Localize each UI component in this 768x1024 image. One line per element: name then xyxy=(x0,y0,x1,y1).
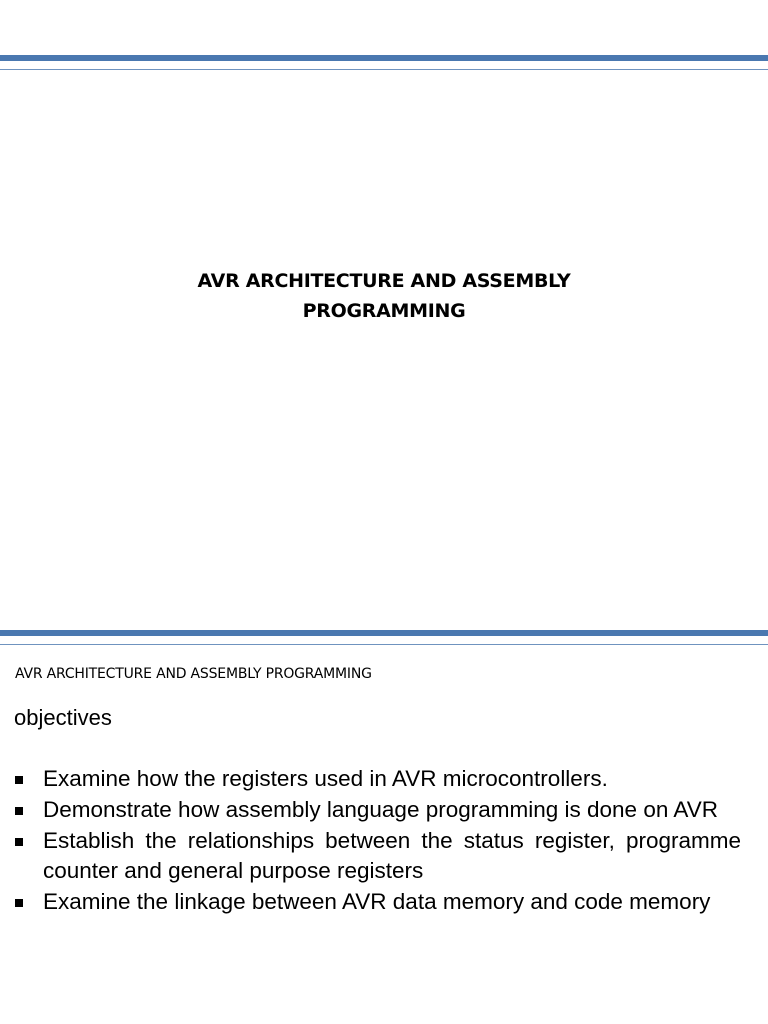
objective-text: Examine the linkage between AVR data memory and code memory xyxy=(43,889,711,915)
square-bullet-icon xyxy=(15,776,23,784)
square-bullet-icon xyxy=(15,838,23,846)
slide1-title-line2: PROGRAMMING xyxy=(302,300,466,322)
slide1-title-line1: AVR ARCHITECTURE AND ASSEMBLY xyxy=(197,270,571,292)
objective-item xyxy=(14,764,741,795)
slide2-heading: objectives xyxy=(14,705,112,730)
objectives-list xyxy=(14,764,741,918)
objective-text: Examine how the registers used in AVR microcontrollers. xyxy=(43,766,608,791)
objective-item xyxy=(14,795,741,826)
objective-item xyxy=(14,887,741,918)
square-bullet-icon xyxy=(15,807,23,815)
objective-text: Establish the relationships between the status register, programme counter and general purpose registers xyxy=(43,827,741,884)
slide-divider-rule-thin xyxy=(0,644,768,645)
slide1-title xyxy=(0,266,768,326)
slide1-top-rule-thin xyxy=(0,69,768,70)
square-bullet-icon xyxy=(15,899,23,907)
slide-divider-rule-thick xyxy=(0,630,768,636)
slide1-top-rule-thick xyxy=(0,55,768,61)
slide2-header: AVR ARCHITECTURE AND ASSEMBLY PROGRAMMING xyxy=(15,666,372,682)
objective-text: Demonstrate how assembly language programming is done on AVR xyxy=(43,796,718,822)
objective-item xyxy=(14,826,741,888)
